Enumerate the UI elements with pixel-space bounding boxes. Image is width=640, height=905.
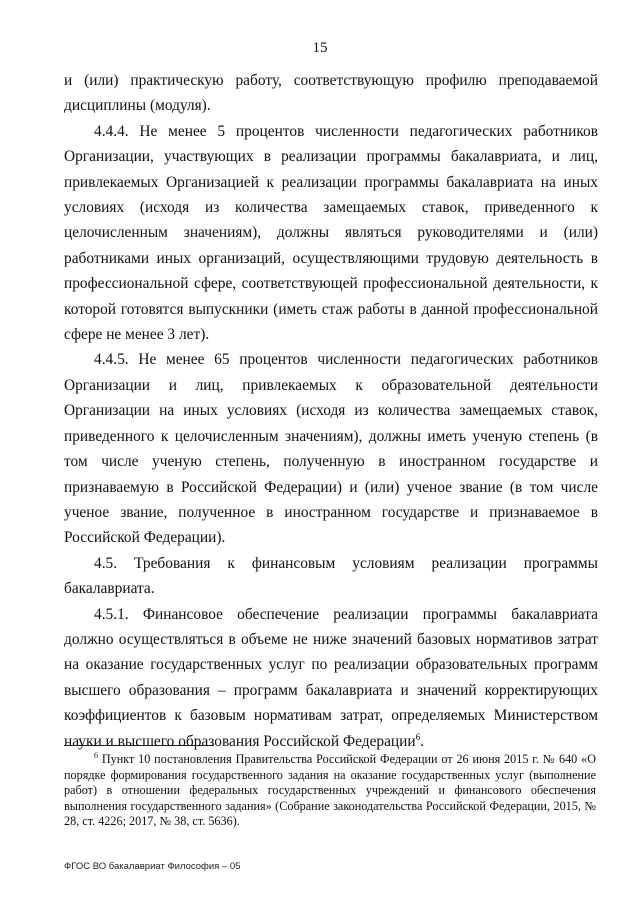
footnote-reference[interactable]: 6 xyxy=(415,731,421,742)
footnote-divider xyxy=(64,745,214,746)
paragraph-4-5-1-end: . xyxy=(420,732,424,750)
footnote-text: Пункт 10 постановления Правительства Российской Федерации от 26 июня 2015 г. № 640 «О порядке формирования государственного задания на оказание государственных услуг (выполнение работ) в отношении федеральных государственных учреждений и финансового обеспечения выполнения государственного задания» (Собрание законодательства Российской Федерации, 2015, № 28, ст. 4226; 2017, № 38, ст. 5636). xyxy=(64,752,596,829)
document-body xyxy=(64,68,598,754)
footnote xyxy=(64,752,596,830)
page-footer: ФГОС ВО бакалавриат Философия – 05 xyxy=(64,861,241,872)
footnote-marker: 6 xyxy=(94,751,98,760)
paragraph-continuation: и (или) практическую работу, соответствующую профилю преподаваемой дисциплины (модуля). xyxy=(64,72,598,115)
paragraph-4-4-4: 4.4.4. Не менее 5 процентов численности педагогических работников Организации, участвующих в реализации программы бакалавриата, и лиц, привлекаемых Организацией к реализации программы бакалавриата на иных условиях (исходя из количества замещаемых ставок, приведенного к целочисленным значениям), должны являться руководителями и (или) работниками иных организаций, осуществляющими трудовую деятельность в профессиональной сфере, соответствующей профессиональной деятельности, к которой готовятся выпускники (иметь стаж работы в данной профессиональной сфере не менее 3 лет). xyxy=(64,122,598,344)
page-number: 15 xyxy=(312,40,328,56)
paragraph-4-5-1 xyxy=(64,602,598,754)
paragraph-4-5: 4.5. Требования к финансовым условиям реализации программы бакалавриата. xyxy=(64,554,598,598)
paragraph-4-5-1-text: 4.5.1. Финансовое обеспечение реализации программы бакалавриата должно осуществляться в объеме не ниже значений базовых нормативов затрат на оказание государственных услуг по реализации образовательных программ высшего образования – программ бакалавриата и значений корректирующих коэффициентов к базовым нормативам затрат, определяемых Министерством науки и высшего образования Российской Федерации xyxy=(64,605,598,750)
paragraph-4-4-5: 4.4.5. Не менее 65 процентов численности педагогических работников Организации и лиц, привлекаемых к образовательной деятельности Организации на иных условиях (исходя из количества замещаемых ставок, приведенного к целочисленным значениям), должны иметь ученую степень (в том числе ученую степень, полученную в иностранном государстве и признаваемую в Российской Федерации) и (или) ученое звание (в том числе ученое звание, полученное в иностранном государстве и признаваемое в Российской Федерации). xyxy=(64,351,598,547)
